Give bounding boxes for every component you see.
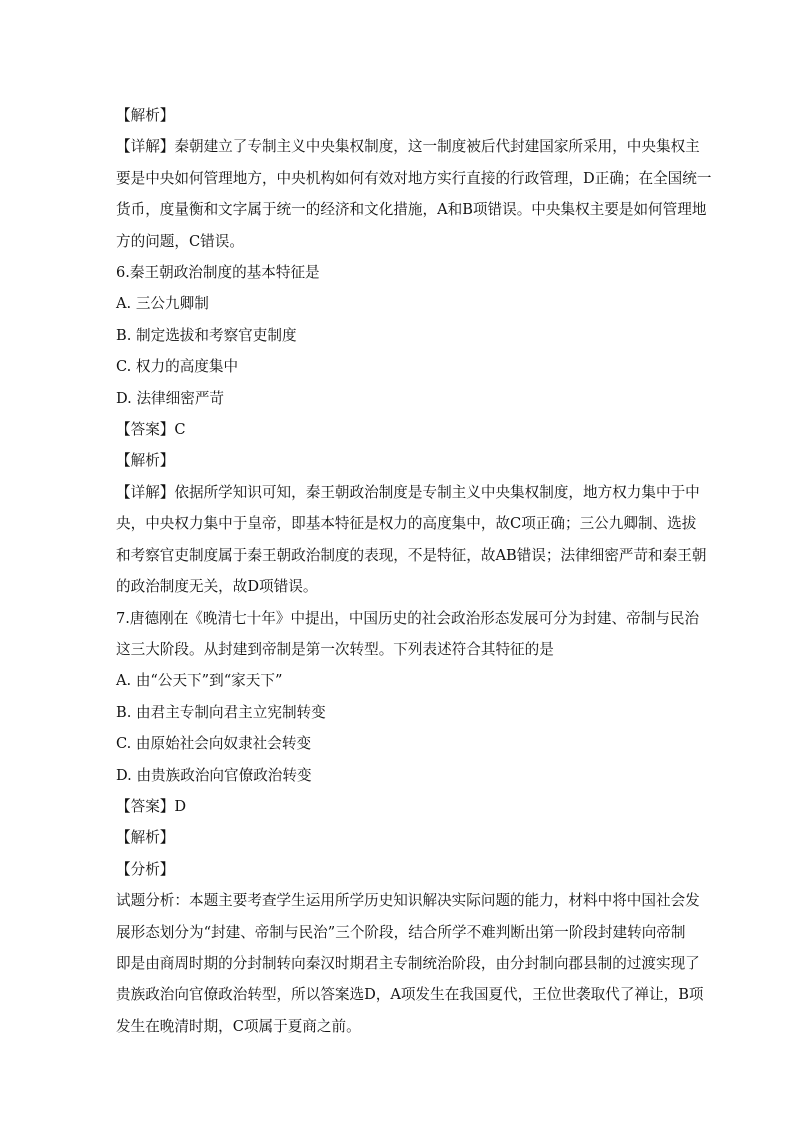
question-7-option-b: B. 由君主专制向君主立宪制转变 <box>116 703 326 721</box>
analysis-paragraph-q7 <box>116 885 704 1042</box>
document-page <box>116 100 712 1042</box>
question-7-answer: 【答案】D <box>116 797 187 815</box>
section-heading-analysis: 【解析】 <box>116 107 175 124</box>
detail-line: 货币，度量衡和文字属于统一的经济和文化措施，A和B项错误。中央集权主要是如何管理地 <box>116 201 707 219</box>
analysis-line: 发生在晚清时期，C项属于夏商之前。 <box>116 1017 361 1035</box>
question-line: 7.唐德刚在《晚清七十年》中提出，中国历史的社会政治形态发展可分为封建、帝制与民治 <box>116 609 700 627</box>
analysis-line: 展形态划分为“封建、帝制与民治”三个阶段，结合所学不难判断出第一阶段封建转向帝制 <box>116 923 686 941</box>
question-6-option-d: D. 法律细密严苛 <box>116 389 225 407</box>
question-7-stem <box>116 603 700 666</box>
question-7-option-c: C. 由原始社会向奴隶社会转变 <box>116 735 312 753</box>
detail-line: 的政治制度无关，故D项错误。 <box>116 578 318 596</box>
detail-line: 方的问题，C错误。 <box>116 232 244 250</box>
detail-paragraph-q5 <box>116 131 712 257</box>
question-6-option-c: C. 权力的高度集中 <box>116 358 239 376</box>
analysis-line: 贵族政治向官僚政治转型，所以答案选D，A项发生在我国夏代，王位世袭取代了禅让，B项 <box>116 986 704 1004</box>
detail-line: 【详解】秦朝建立了专制主义中央集权制度，这一制度被后代封建国家所采用，中央集权主 <box>116 138 700 156</box>
detail-line: 【详解】依据所学知识可知，秦王朝政治制度是专制主义中央集权制度，地方权力集中于中 <box>116 483 700 501</box>
section-heading-breakdown: 【分析】 <box>116 860 175 878</box>
analysis-line: 即是由商周时期的分封制转向秦汉时期君主专制统治阶段，由分封制向郡县制的过渡实现了 <box>116 954 700 972</box>
detail-line: 央，中央权力集中于皇帝，即基本特征是权力的高度集中，故C项正确；三公九卿制、选拔 <box>116 515 697 533</box>
detail-paragraph-q6 <box>116 477 707 603</box>
question-6-answer: 【答案】C <box>116 421 186 439</box>
section-heading-analysis: 【解析】 <box>116 829 175 847</box>
question-6-stem: 6.秦王朝政治制度的基本特征是 <box>116 264 320 282</box>
question-6-option-b: B. 制定选拔和考察官吏制度 <box>116 326 297 344</box>
analysis-line: 试题分析：本题主要考查学生运用所学历史知识解决实际问题的能力，材料中将中国社会发 <box>116 892 700 910</box>
detail-line: 要是中央如何管理地方，中央机构如何有效对地方实行直接的行政管理，D正确；在全国统一 <box>116 169 712 187</box>
question-7-option-d: D. 由贵族政治向官僚政治转变 <box>116 766 312 784</box>
question-6-option-a: A. 三公九卿制 <box>116 295 209 313</box>
question-line: 这三大阶段。从封建到帝制是第一次转型。下列表述符合其特征的是 <box>116 640 554 658</box>
question-7-option-a: A. 由“公天下”到“家天下” <box>116 672 283 690</box>
section-heading-analysis: 【解析】 <box>116 452 175 470</box>
detail-line: 和考察官吏制度属于秦王朝政治制度的表现，不是特征，故AB错误；法律细密严苛和秦王朝 <box>116 546 707 564</box>
